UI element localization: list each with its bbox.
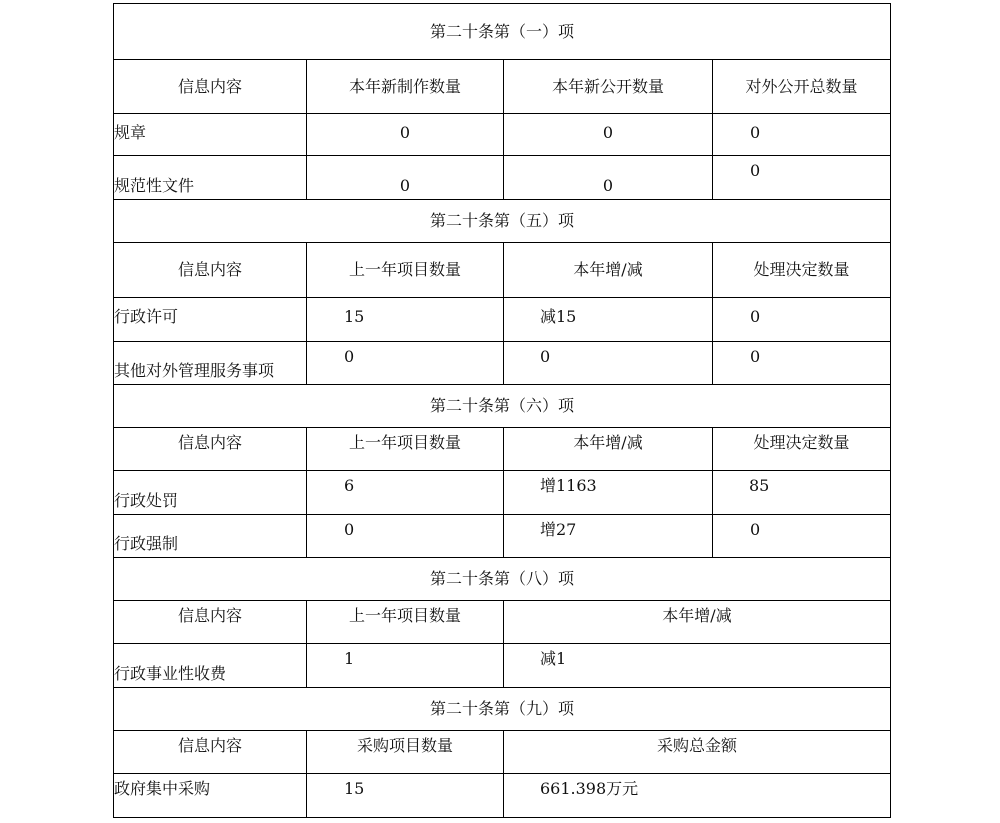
cell-value: 15 [307, 774, 504, 818]
column-header: 处理决定数量 [713, 428, 891, 471]
header-row [114, 428, 891, 471]
cell-value: 6 [307, 471, 504, 515]
column-header: 上一年项目数量 [307, 428, 504, 471]
cell-value: 增27 [504, 515, 713, 558]
section-title: 第二十条第（六）项 [114, 385, 891, 428]
section-title: 第二十条第（八）项 [114, 558, 891, 601]
section-title-row [114, 385, 891, 428]
table-row [114, 774, 891, 818]
column-header: 本年增/减 [504, 243, 713, 298]
table-row [114, 471, 891, 515]
column-header: 信息内容 [114, 243, 307, 298]
row-label: 行政处罚 [114, 471, 307, 515]
column-header: 信息内容 [114, 428, 307, 471]
header-row [114, 60, 891, 114]
cell-value: 0 [504, 342, 713, 385]
cell-value: 增1163 [504, 471, 713, 515]
section-title-row [114, 688, 891, 731]
cell-value: 0 [504, 156, 713, 200]
column-header: 本年增/减 [504, 601, 891, 644]
disclosure-table [113, 3, 891, 818]
column-header: 信息内容 [114, 60, 307, 114]
cell-value: 0 [713, 114, 891, 156]
table-row [114, 515, 891, 558]
column-header: 对外公开总数量 [713, 60, 891, 114]
column-header: 处理决定数量 [713, 243, 891, 298]
column-header: 采购项目数量 [307, 731, 504, 774]
cell-value: 0 [307, 515, 504, 558]
cell-value: 85 [713, 471, 891, 515]
section-title-row [114, 200, 891, 243]
table-row [114, 114, 891, 156]
cell-value: 0 [307, 342, 504, 385]
row-label: 行政事业性收费 [114, 644, 307, 688]
section-title-row [114, 4, 891, 60]
section-title-row [114, 558, 891, 601]
cell-value: 0 [713, 298, 891, 342]
row-label: 政府集中采购 [114, 774, 307, 818]
row-label: 其他对外管理服务事项 [114, 342, 307, 385]
column-header: 信息内容 [114, 731, 307, 774]
cell-value: 0 [307, 114, 504, 156]
header-row [114, 601, 891, 644]
cell-value: 15 [307, 298, 504, 342]
cell-value: 0 [307, 156, 504, 200]
header-row [114, 731, 891, 774]
cell-value: 661.398万元 [504, 774, 891, 818]
column-header: 本年新制作数量 [307, 60, 504, 114]
header-row [114, 243, 891, 298]
row-label: 行政许可 [114, 298, 307, 342]
row-label: 规章 [114, 114, 307, 156]
row-label: 行政强制 [114, 515, 307, 558]
table-row [114, 156, 891, 200]
section-title: 第二十条第（一）项 [114, 4, 891, 60]
cell-value: 0 [504, 114, 713, 156]
cell-value: 1 [307, 644, 504, 688]
column-header: 采购总金额 [504, 731, 891, 774]
section-title: 第二十条第（五）项 [114, 200, 891, 243]
cell-value: 减1 [504, 644, 891, 688]
cell-value: 0 [713, 156, 891, 200]
table-row [114, 644, 891, 688]
column-header: 信息内容 [114, 601, 307, 644]
row-label: 规范性文件 [114, 156, 307, 200]
cell-value: 减15 [504, 298, 713, 342]
cell-value: 0 [713, 342, 891, 385]
section-title: 第二十条第（九）项 [114, 688, 891, 731]
column-header: 上一年项目数量 [307, 601, 504, 644]
table-row [114, 342, 891, 385]
column-header: 本年新公开数量 [504, 60, 713, 114]
column-header: 上一年项目数量 [307, 243, 504, 298]
cell-value: 0 [713, 515, 891, 558]
table-row [114, 298, 891, 342]
column-header: 本年增/减 [504, 428, 713, 471]
